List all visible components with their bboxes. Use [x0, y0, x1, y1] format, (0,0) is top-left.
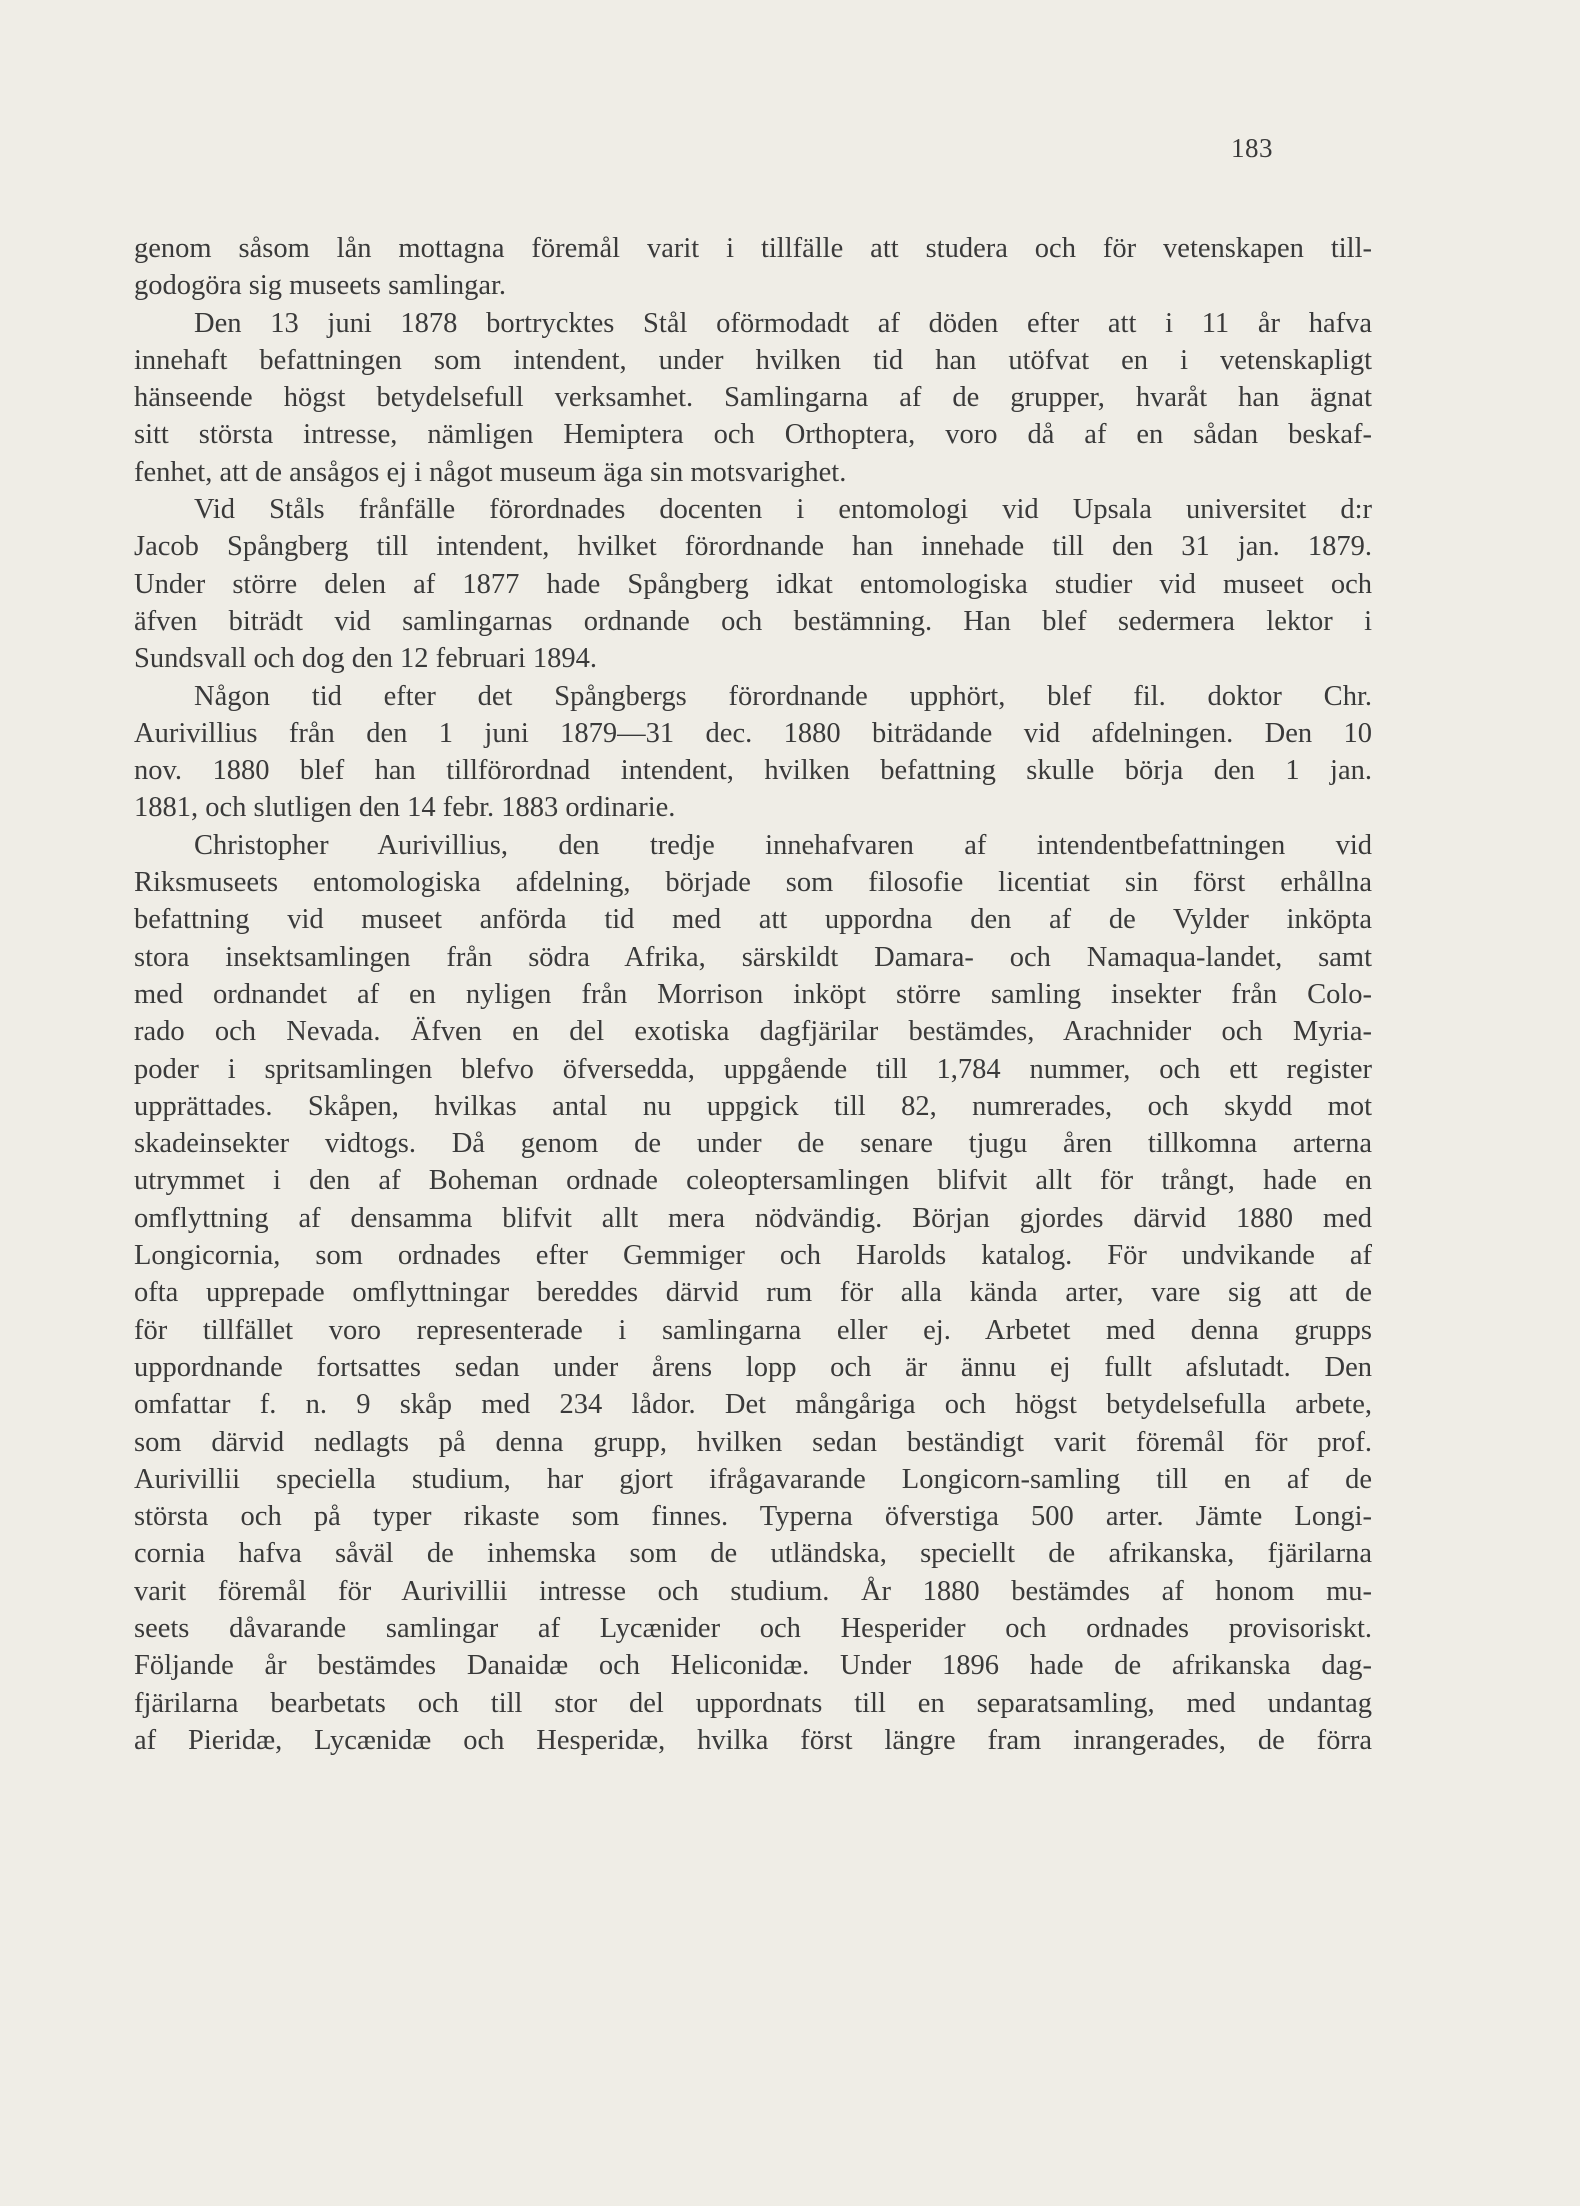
text-line: fenhet, att de ansågos ej i något museum äga sin motsvarighet. [134, 456, 847, 488]
text-line: 1881, och slutligen den 14 febr. 1883 ordinarie. [134, 792, 676, 824]
text-line: upprättades. Skåpen, hvilkas antal nu uppgick till 82, numrerades, och skydd mot [134, 1090, 1372, 1122]
text-line: fjärilarna bearbetats och till stor del uppordnats till en separatsamling, med undantag [134, 1687, 1372, 1719]
text-line: som därvid nedlagts på denna grupp, hvilken sedan beständigt varit föremål för prof. [134, 1426, 1372, 1458]
text-line: äfven biträdt vid samlingarnas ordnande och bestämning. Han blef sedermera lektor i [134, 605, 1372, 637]
text-line: Riksmuseets entomologiska afdelning, började som filosofie licentiat sin först erhållna [134, 867, 1372, 899]
text-line: nov. 1880 blef han tillförordnad intendent, hvilken befattning skulle börja den 1 jan. [134, 755, 1372, 787]
text-line: Följande år bestämdes Danaidæ och Heliconidæ. Under 1896 hade de afrikanska dag- [134, 1650, 1372, 1682]
text-line: skadeinsekter vidtogs. Då genom de under de senare tjugu åren tillkomna arterna [134, 1128, 1372, 1160]
text-line: poder i spritsamlingen blefvo öfversedda, uppgående till 1,784 nummer, och ett register [134, 1053, 1372, 1085]
text-line: af Pieridæ, Lycænidæ och Hesperidæ, hvilka först längre fram inrangerades, de förra [134, 1724, 1372, 1756]
text-line: ofta upprepade omflyttningar bereddes därvid rum för alla kända arter, vare sig att de [134, 1277, 1372, 1309]
text-line: genom såsom lån mottagna föremål varit i tillfälle att studera och för vetenskapen till- [134, 233, 1372, 264]
text-line: cornia hafva såväl de inhemska som de utländska, speciellt de afrikanska, fjärilarna [134, 1538, 1372, 1570]
text-line: Longicornia, som ordnades efter Gemmiger och Harolds katalog. För undvikande af [134, 1240, 1372, 1272]
text-line: godogöra sig museets samlingar. [134, 270, 507, 302]
text-line: uppordnande fortsattes sedan under årens lopp och är ännu ej fullt afslutadt. Den [134, 1351, 1372, 1383]
text-line: utrymmet i den af Boheman ordnade coleoptersamlingen blifvit allt för trångt, hade en [134, 1165, 1372, 1197]
text-line: omfattar f. n. 9 skåp med 234 lådor. Det mångåriga och högst betydelsefulla arbete, [134, 1389, 1372, 1421]
text-line: befattning vid museet anförda tid med att uppordna den af de Vylder inköpta [134, 904, 1372, 936]
page-number: 183 [1231, 133, 1273, 163]
text-line: Sundsvall och dog den 12 februari 1894. [134, 643, 598, 675]
text-line: omflyttning af densamma blifvit allt mera nödvändig. Början gjordes därvid 1880 med [134, 1202, 1372, 1234]
text-line: hänseende högst betydelsefull verksamhet. Samlingarna af de grupper, hvaråt han ägnat [134, 382, 1372, 414]
text-line: innehaft befattningen som intendent, under hvilken tid han utöfvat en i vetenskapligt [134, 344, 1372, 376]
text-line: Christopher Aurivillius, den tredje innehafvaren af intendentbefattningen vid [194, 829, 1372, 861]
text-line: Aurivillii speciella studium, har gjort ifrågavarande Longicorn-samling till en af de [134, 1463, 1372, 1495]
text-line: Vid Ståls frånfälle förordnades docenten i entomologi vid Upsala universitet d:r [194, 494, 1372, 526]
text-line: seets dåvarande samlingar af Lycænider och Hesperider och ordnades provisoriskt. [134, 1612, 1372, 1644]
text-line: Jacob Spångberg till intendent, hvilket förordnande han innehade till den 31 jan. 1879. [134, 531, 1372, 563]
text-line: Under större delen af 1877 hade Spångberg idkat entomologiska studier vid museet och [134, 568, 1372, 600]
text-line: största och på typer rikaste som finnes. Typerna öfverstiga 500 arter. Jämte Longi- [134, 1501, 1372, 1533]
text-line: stora insektsamlingen från södra Afrika, särskildt Damara- och Namaqua-landet, samt [134, 941, 1372, 973]
text-line: sitt största intresse, nämligen Hemiptera och Orthoptera, voro då af en sådan beskaf- [134, 419, 1372, 451]
text-line: med ordnandet af en nyligen från Morrison inköpt större samling insekter från Colo- [134, 978, 1372, 1010]
text-line: Någon tid efter det Spångbergs förordnande upphört, blef fil. doktor Chr. [194, 680, 1372, 712]
body-text [134, 230, 1372, 1759]
text-line: för tillfället voro representerade i samlingarna eller ej. Arbetet med denna grupps [134, 1314, 1372, 1346]
text-line: Aurivillius från den 1 juni 1879—31 dec. 1880 biträdande vid afdelningen. Den 10 [134, 717, 1372, 749]
text-line: varit föremål för Aurivillii intresse och studium. År 1880 bestämdes af honom mu- [134, 1575, 1372, 1607]
text-line: Den 13 juni 1878 bortrycktes Stål oförmodadt af döden efter att i 11 år hafva [194, 307, 1372, 339]
text-line: rado och Nevada. Äfven en del exotiska dagfjärilar bestämdes, Arachnider och Myria- [134, 1016, 1372, 1048]
